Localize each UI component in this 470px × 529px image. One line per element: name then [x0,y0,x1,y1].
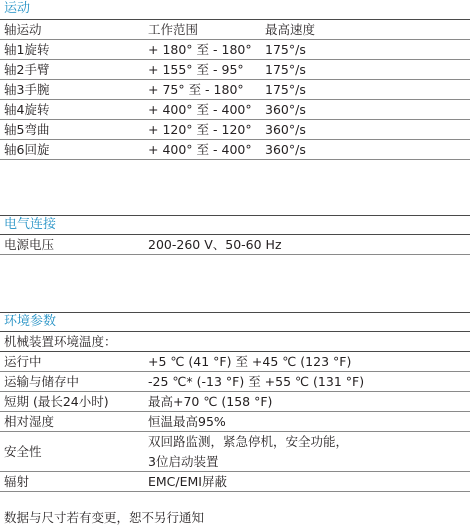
table-row [0,140,470,160]
table-row [0,352,470,372]
env-value: +5 ℃ (41 °F) 至 +45 ℃ (123 °F) [148,354,352,369]
electrical-section [0,215,470,255]
safety-label: 安全性 [4,444,42,459]
header-speed: 最高速度 [265,22,316,37]
table-row [0,120,470,140]
environment-section [0,312,470,492]
axis-speed: 360°/s [265,142,306,157]
env-value: 最高+70 ℃ (158 °F) [148,394,273,409]
table-row [0,100,470,120]
voltage-value: 200-260 V、50-60 Hz [148,237,282,252]
axis-speed: 360°/s [265,122,306,137]
env-label: 运行中 [4,354,42,369]
table-row [0,80,470,100]
motion-header-row [0,20,470,40]
table-row [0,60,470,80]
axis-speed: 360°/s [265,102,306,117]
safety-value [148,432,348,472]
environment-title: 环境参数 [0,312,470,332]
env-label: 相对湿度 [4,414,55,429]
axis-range: + 75° 至 - 180° [148,82,244,97]
table-row [0,392,470,412]
axis-range: + 120° 至 - 120° [148,122,252,137]
axis-name: 轴5弯曲 [4,122,50,137]
axis-name: 轴3手腕 [4,82,50,97]
table-row [0,40,470,60]
axis-speed: 175°/s [265,42,306,57]
voltage-label: 电源电压 [4,237,55,252]
env-value: 恒温最高95% [148,414,226,429]
axis-name: 轴4旋转 [4,102,50,117]
axis-speed: 175°/s [265,82,306,97]
axis-range: + 400° 至 - 400° [148,102,252,117]
axis-range: + 400° 至 - 400° [148,142,252,157]
header-range: 工作范围 [148,22,199,37]
radiation-value: EMC/EMI屏蔽 [148,474,227,489]
electrical-title: 电气连接 [0,215,470,235]
safety-line-1: 双回路监测，紧急停机，安全功能， [148,434,349,449]
table-row [0,432,470,472]
table-row [0,412,470,432]
disclaimer-note: 数据与尺寸若有变更，恕不另行通知 [4,510,205,525]
ambient-temperature-label: 机械装置环境温度： [4,334,117,349]
env-label: 短期 (最长24小时) [4,394,109,409]
axis-speed: 175°/s [265,62,306,77]
axis-name: 轴6回旋 [4,142,50,157]
table-row [0,372,470,392]
axis-name: 轴1旋转 [4,42,50,57]
motion-section [0,0,470,160]
axis-name: 轴2手臂 [4,62,50,77]
axis-range: + 155° 至 - 95° [148,62,244,77]
axis-range: + 180° 至 - 180° [148,42,252,57]
motion-title: 运动 [0,0,470,20]
safety-line-2: 3位启动装置 [148,454,219,469]
table-row [0,235,470,255]
radiation-label: 辐射 [4,474,30,489]
table-row [0,472,470,492]
env-value: -25 ℃* (-13 °F) 至 +55 ℃ (131 °F) [148,374,365,389]
environment-subheader [0,332,470,352]
header-axis: 轴运动 [4,22,42,37]
env-label: 运输与储存中 [4,374,80,389]
